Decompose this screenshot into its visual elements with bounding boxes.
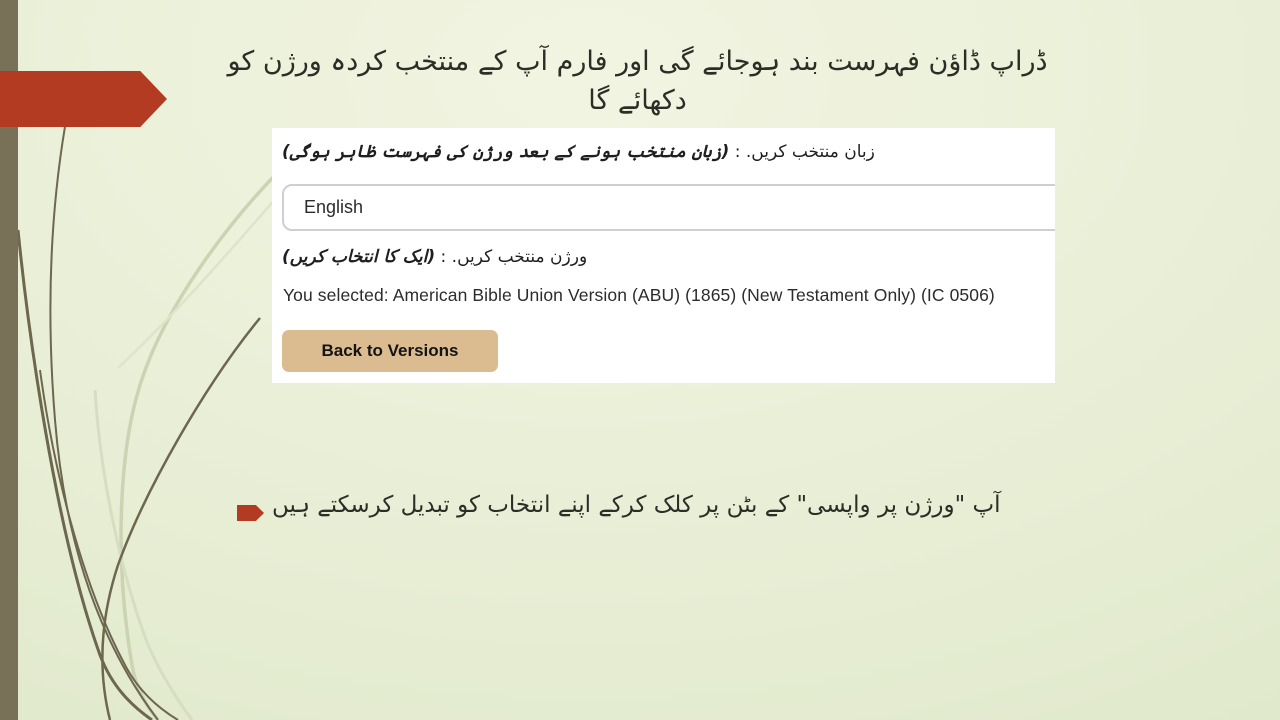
curve-dark-4 xyxy=(40,370,178,720)
form-screenshot-panel xyxy=(272,128,1055,383)
slide-title: ڈراپ ڈاؤن فہرست بند ہوجائے گی اور فارم آپ کے منتخب کردہ ورژن کو دکھائے گا xyxy=(227,46,1048,117)
curve-light-1 xyxy=(121,165,285,720)
bullet-text: آپ "ورژن پر واپسی" کے بٹن پر کلک کرکے اپنے انتخاب کو تبدیل کرسکتے ہیں xyxy=(272,492,1001,518)
bullet-arrow-icon xyxy=(237,505,264,521)
curve-light-3 xyxy=(118,180,292,368)
arrow-callout-shape xyxy=(0,71,167,127)
language-select-label-main: زبان منتخب کریں. : xyxy=(734,142,875,162)
language-select-input[interactable] xyxy=(282,184,1055,231)
language-select-label-hint: (زبان منتخب ہونے کے بعد ورژن کی فہرست ظاہر ہوگی) xyxy=(282,142,730,162)
curve-dark-3 xyxy=(102,318,260,720)
version-select-label-hint: (ایک کا انتخاب کریں) xyxy=(282,247,436,267)
curve-dark-1 xyxy=(50,115,158,720)
back-to-versions-button[interactable]: Back to Versions xyxy=(282,330,498,372)
selected-version-text: You selected: American Bible Union Version (ABU) (1865) (New Testament Only) (IC 0506) xyxy=(283,285,995,305)
language-select-label xyxy=(282,141,875,162)
version-select-label-main: ورژن منتخب کریں. : xyxy=(440,247,588,267)
curve-light-2 xyxy=(95,390,192,720)
version-select-label xyxy=(282,247,587,267)
curve-dark-2 xyxy=(18,230,152,720)
